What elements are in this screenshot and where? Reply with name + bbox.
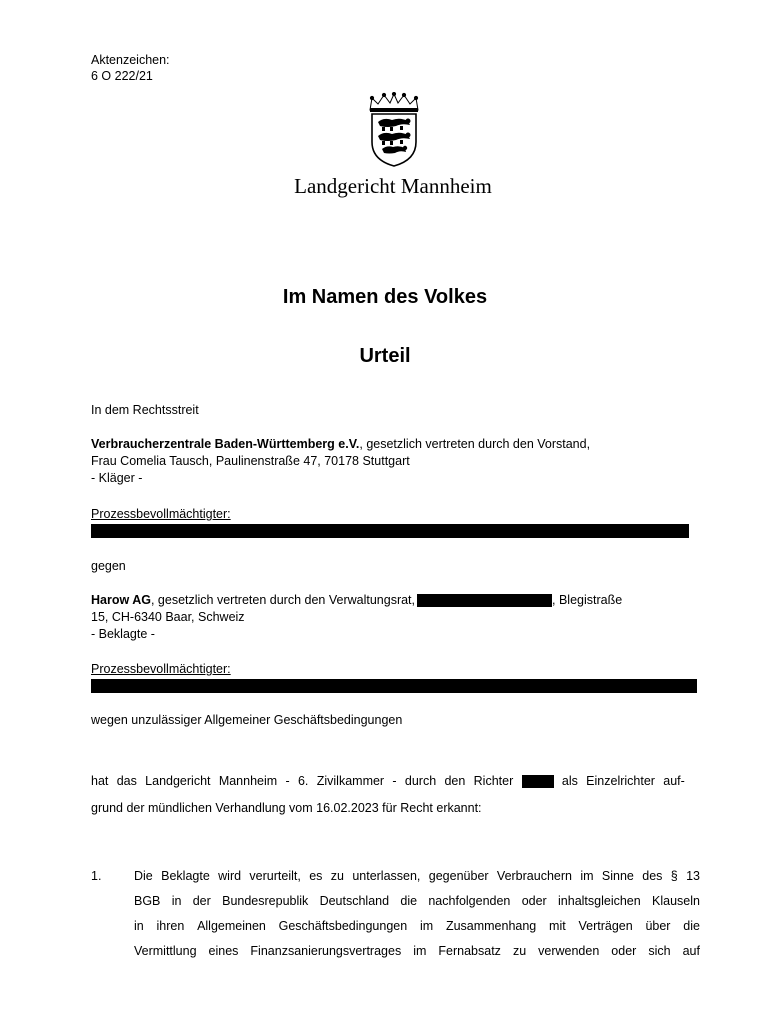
- item-word: die: [400, 894, 418, 908]
- item-word: es: [309, 869, 323, 883]
- item-word: verurteilt,: [249, 869, 301, 883]
- item-word: die: [683, 919, 700, 933]
- item-word: eines: [208, 944, 239, 958]
- item-word: verwenden: [538, 944, 600, 958]
- item-word: Fernabsatz: [438, 944, 501, 958]
- decision-word: -: [392, 774, 397, 788]
- item-word: §: [670, 869, 678, 883]
- coat-of-arms-icon: [362, 92, 426, 168]
- aktenzeichen-value: 6 O 222/21: [91, 69, 153, 83]
- defendant-address: 15, CH-6340 Baar, Schweiz: [91, 610, 245, 624]
- judgment-heading: Im Namen des Volkes: [282, 286, 488, 308]
- decision-word: hat: [91, 774, 109, 788]
- defendant-representation: , gesetzlich vertreten durch den Verwaltungsrat,: [150, 593, 416, 607]
- plaintiff-name: Verbraucherzentrale Baden-Württemberg e.V.: [91, 437, 360, 451]
- decision-word: als: [561, 774, 578, 788]
- decision-word: durch: [404, 774, 437, 788]
- item-word: der: [192, 894, 211, 908]
- decision-word: Landgericht: [145, 774, 211, 788]
- item-word: in: [134, 919, 144, 933]
- item-word: Bundesrepublik: [222, 894, 309, 908]
- decision-word: den: [444, 774, 466, 788]
- item-word: ihren: [156, 919, 185, 933]
- item-word: unterlassen,: [352, 869, 421, 883]
- item-1-line-4: [134, 943, 700, 959]
- item-word: Klauseln: [652, 894, 700, 908]
- judgment-type: Urteil: [359, 345, 411, 367]
- aktenzeichen-label: Aktenzeichen:: [91, 53, 170, 67]
- plaintiff-line-1: [91, 436, 590, 452]
- decision-word: Richter: [473, 774, 514, 788]
- item-word: in: [171, 894, 182, 908]
- defendant-counsel-label: Prozessbevollmächtigter:: [91, 662, 231, 676]
- redaction-bar-plaintiff-counsel: [91, 524, 689, 538]
- item-word: mit: [549, 919, 566, 933]
- item-word: oder: [521, 894, 547, 908]
- defendant-line-1: [91, 592, 622, 608]
- item-word: auf: [682, 944, 700, 958]
- item-word: Verbrauchern: [496, 869, 572, 883]
- item-word: Deutschland: [319, 894, 390, 908]
- item-word: nachfolgenden: [428, 894, 511, 908]
- subject-matter: wegen unzulässiger Allgemeiner Geschäftsbedingungen: [91, 713, 403, 727]
- redaction-bar-judge-name: [522, 775, 554, 788]
- item-1-line-3: [134, 918, 700, 934]
- item-word: Sinne: [601, 869, 634, 883]
- item-word: Finanzsanierungsvertrages: [250, 944, 402, 958]
- item-word: oder: [611, 944, 637, 958]
- decision-word: das: [116, 774, 137, 788]
- court-name: Landgericht Mannheim: [294, 174, 492, 198]
- item-word: inhaltsgleichen: [558, 894, 641, 908]
- item-word: Geschäftsbedingungen: [278, 919, 408, 933]
- item-word: Verträgen: [578, 919, 633, 933]
- item-word: Zusammenhang: [445, 919, 537, 933]
- item-word: im: [413, 944, 427, 958]
- plaintiff-address: Frau Comelia Tausch, Paulinenstraße 47, 70178 Stuttgart: [91, 454, 410, 468]
- item-word: zu: [512, 944, 527, 958]
- intro-text: In dem Rechtsstreit: [91, 403, 199, 417]
- plaintiff-role: - Kläger -: [91, 471, 143, 485]
- item-word: sich: [648, 944, 671, 958]
- gegen-text: gegen: [91, 559, 126, 573]
- decision-word: -: [285, 774, 290, 788]
- item-word: gegenüber: [428, 869, 489, 883]
- plaintiff-representation: , gesetzlich vertreten durch den Vorstand,: [359, 437, 591, 451]
- item-word: Beklagte: [161, 869, 210, 883]
- decision-word: Zivilkammer: [316, 774, 385, 788]
- item-word: Allgemeinen: [197, 919, 266, 933]
- item-number: 1.: [91, 869, 102, 883]
- redaction-bar-defendant-counsel: [91, 679, 697, 693]
- defendant-name: Harow AG: [91, 593, 151, 607]
- item-word: des: [642, 869, 663, 883]
- item-1-line-1: [134, 868, 700, 884]
- item-word: BGB: [134, 894, 161, 908]
- item-word: 13: [686, 869, 700, 883]
- plaintiff-counsel-label: Prozessbevollmächtigter:: [91, 507, 231, 521]
- defendant-street: , Blegistraße: [552, 593, 623, 607]
- decision-line-1: [91, 773, 685, 789]
- item-word: über: [645, 919, 671, 933]
- item-word: Vermittlung: [134, 944, 197, 958]
- item-word: Die: [134, 869, 153, 883]
- decision-word: auf-: [663, 774, 685, 788]
- defendant-role: - Beklagte -: [91, 627, 155, 641]
- item-word: im: [580, 869, 594, 883]
- decision-word: 6.: [297, 774, 309, 788]
- redaction-bar-board-member: [417, 594, 552, 607]
- item-1-line-2: [134, 893, 700, 909]
- item-word: zu: [330, 869, 344, 883]
- decision-word: Einzelrichter: [586, 774, 655, 788]
- item-word: im: [419, 919, 434, 933]
- decision-word: Mannheim: [218, 774, 278, 788]
- decision-line-2: grund der mündlichen Verhandlung vom 16.02.2023 für Recht erkannt:: [91, 801, 482, 815]
- item-word: wird: [218, 869, 242, 883]
